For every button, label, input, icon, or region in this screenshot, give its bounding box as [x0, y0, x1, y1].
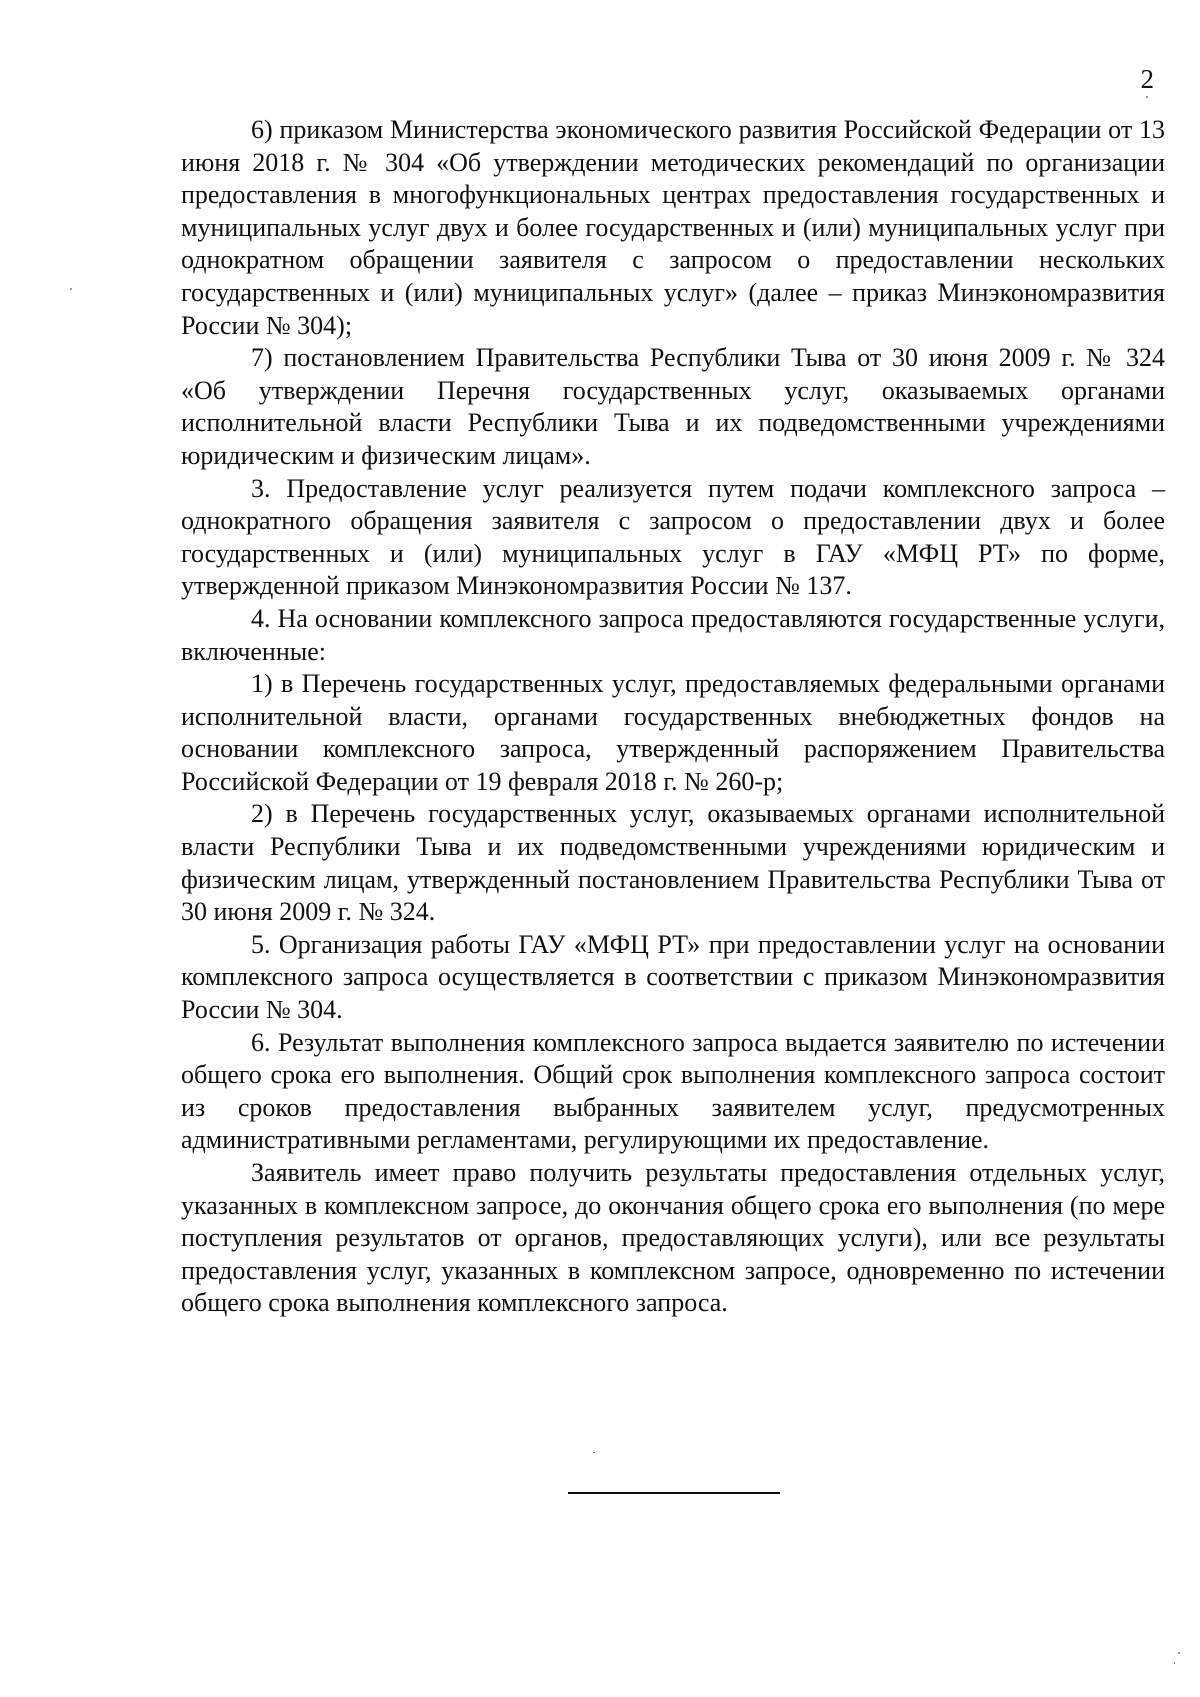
- end-separator-line: [568, 1492, 780, 1494]
- page-number: 2: [1140, 64, 1154, 94]
- paragraph-section-5: 5. Организация работы ГАУ «МФЦ РТ» при предоставлении услуг на основании комплексного запроса осуществляется в соответствии с приказом Минэкономразвития России № 304.: [181, 929, 1165, 1025]
- paragraph-section-6: 6. Результат выполнения комплексного запроса выдается заявителю по истечении общего срока его выполнения. Общий срок выполнения комплексного запроса состоит из сроков предоставления выбранных заявителем услуг, предусмотренных административными регламентами, регулирующими их предоставление.: [181, 1027, 1165, 1155]
- document-body: [181, 114, 1165, 1320]
- paragraph-item-6-order-304: 6) приказом Министерства экономического развития Российской Федерации от 13 июня 2018 г. № 304 «Об утверждении методических рекомендаций по организации предоставления в многофункциональных центрах предоставления государственных и муниципальных услуг двух и более государственных и (или) муниципальных услуг при однократном обращении заявителя с запросом о предоставлении нескольких государственных и (или) муниципальных услуг» (далее – приказ Минэкономразвития России № 304);: [181, 115, 1165, 340]
- paragraph-section-4-item-1: 1) в Перечень государственных услуг, предоставляемых федеральными органами исполнительной власти, органами государственных внебюджетных фондов на основании комплексного запроса, утвержденный распоряжением Правительства Российской Федерации от 19 февраля 2018 г. № 260-р;: [181, 669, 1165, 796]
- scan-mark: [70, 288, 72, 290]
- paragraph-section-3: 3. Предоставление услуг реализуется путем подачи комплексного запроса – однократного обращения заявителя с запросом о предоставлении двух и более государственных и (или) муниципальных услуг в ГАУ «МФЦ РТ» по форме, утвержденной приказом Минэкономразвития России № 137.: [181, 473, 1165, 601]
- scan-mark: [1146, 96, 1148, 98]
- paragraph-applicant-right: Заявитель имеет право получить результаты предоставления отдельных услуг, указанных в комплексном запросе, до окончания общего срока его выполнения (по мере поступления результатов от органов, предоставляющих услуги), или все результаты предоставления услуг, указанных в комплексном запросе, одновременно по истечении общего срока выполнения комплексного запроса.: [181, 1158, 1165, 1318]
- paragraph-section-4-item-2: 2) в Перечень государственных услуг, оказываемых органами исполнительной власти Республики Тыва и их подведомственными учреждениями юридическим и физическим лицам, утвержденный постановлением Правительства Республики Тыва от 30 июня 2009 г. № 324.: [181, 799, 1165, 927]
- scan-mark: [1178, 1652, 1180, 1654]
- paragraph-item-7-resolution-324: 7) постановлением Правительства Республики Тыва от 30 июня 2009 г. № 324 «Об утверждении Перечня государственных услуг, оказываемых органами исполнительной власти Республики Тыва и их подведомственными учреждениями юридическим и физическим лицам».: [181, 343, 1165, 470]
- scan-mark: [1174, 1662, 1175, 1664]
- scan-mark: [593, 1452, 595, 1453]
- paragraph-section-4: 4. На основании комплексного запроса предоставляются государственные услуги, включенные:: [181, 603, 1165, 666]
